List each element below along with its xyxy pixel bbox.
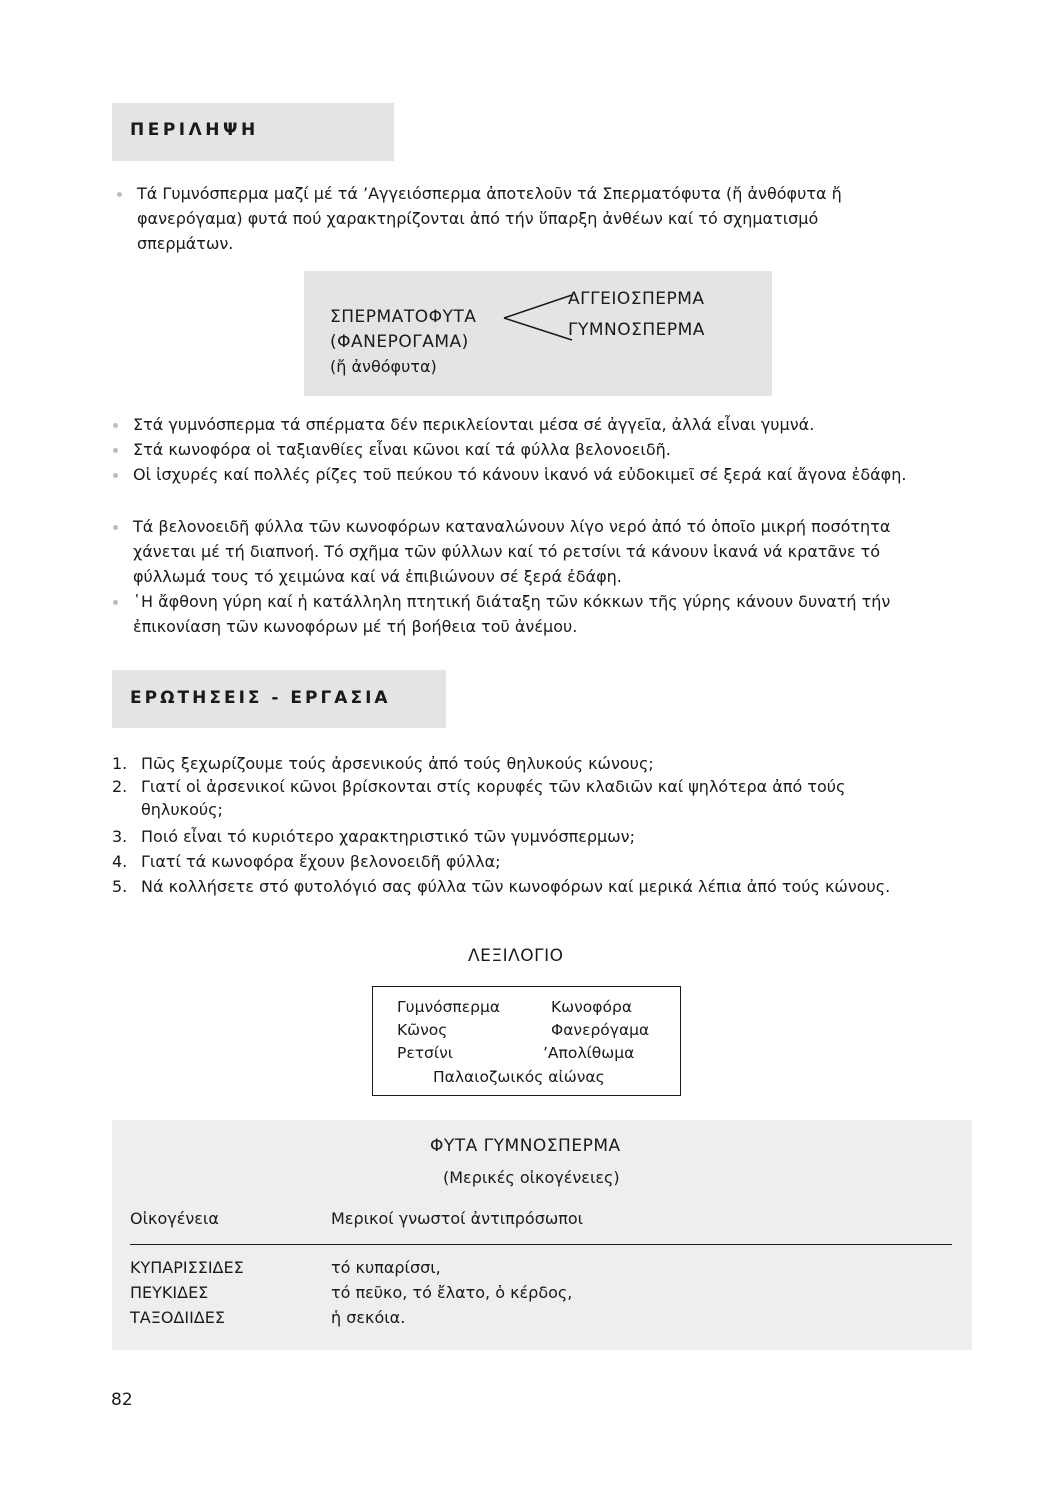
summary-bullet-text: ῾Η ἄφθονη γύρη καί ἡ κατάλληλη πτητική διάταξη τῶν κόκκων τῆς γύρης κάνουν δυνατή τήν ἐπικονίαση τῶν κωνοφόρων μέ τή βοήθεια τοῦ ἀνέμου. <box>133 592 891 636</box>
summary-bullet <box>133 462 913 487</box>
families-table-title: ΦΥΤΑ ΓΥΜΝΟΣΠΕΡΜΑ <box>430 1136 621 1156</box>
table-divider <box>130 1244 952 1245</box>
question-number: 2. <box>112 777 128 796</box>
question-text: Γιατί τά κωνοφόρα ἔχουν βελονοειδῆ φύλλα; <box>141 852 501 871</box>
question-number: 1. <box>112 754 128 773</box>
glossary-title: ΛΕΞΙΛΟΓΙΟ <box>468 946 564 966</box>
glossary-word: Κωνοφόρα <box>551 998 633 1016</box>
table-cell-representatives: τό κυπαρίσσι, <box>331 1258 441 1277</box>
diagram-root: ΣΠΕΡΜΑΤΟΦΥΤΑ <box>330 307 477 327</box>
table-cell-family: ΤΑΞΟΔΙΙΔΕΣ <box>130 1308 225 1327</box>
table-cell-representatives: τό πεῦκο, τό ἔλατο, ὁ κέρδος, <box>331 1283 573 1302</box>
column-header-representatives: Μερικοί γνωστοί ἀντιπρόσωποι <box>331 1209 584 1228</box>
summary-intro <box>137 181 907 256</box>
summary-intro-text: Τά Γυμνόσπερμα μαζί μέ τά ’Αγγειόσπερμα ἀποτελοῦν τά Σπερματόφυτα (ἤ ἀνθόφυτα ἤ φανερόγαμα) φυτά πού χαρακτηρίζονται ἀπό τήν ὕπαρξη ἀνθέων καί τό σχηματισμό σπερμάτων. <box>137 184 842 253</box>
summary-bullet-text: Τά βελονοειδῆ φύλλα τῶν κωνοφόρων καταναλώνουν λίγο νερό ἀπό τό ὁποῖο μικρή ποσότητα χάνεται μέ τή διαπνοή. Τό σχῆμα τῶν φύλλων καί τό ρετσίνι τά κάνουν ἱκανά νά κρατᾶνε τό φύλλωμά τους τό χειμώνα καί νά ἐπιβιώνουν σέ ξερά ἐδάφη. <box>133 517 891 586</box>
diagram-root-alt: (ΦΑΝΕΡΟΓΑΜΑ) <box>330 332 469 352</box>
diagram-branch-top: ΑΓΓΕΙΟΣΠΕΡΜΑ <box>568 289 705 309</box>
summary-bullet-text: Οἱ ἰσχυρές καί πολλές ρίζες τοῦ πεύκου τό κάνουν ἱκανό νά εὐδοκιμεῖ σέ ξερά καί ἄγονα ἐδάφη. <box>133 465 907 484</box>
question-text: Πῶς ξεχωρίζουμε τούς ἀρσενικούς ἀπό τούς θηλυκούς κώνους; <box>141 754 654 773</box>
column-header-family: Οἰκογένεια <box>130 1209 219 1228</box>
summary-bullet-text: Στά γυμνόσπερμα τά σπέρματα δέν περικλείονται μέσα σέ ἀγγεῖα, ἀλλά εἶναι γυμνά. <box>133 415 815 434</box>
bullet-dot-icon <box>113 423 118 428</box>
summary-bullet <box>133 514 913 589</box>
summary-bullet <box>133 589 913 639</box>
summary-bullet <box>133 412 913 437</box>
summary-bullet <box>133 437 913 462</box>
glossary-word: Φανερόγαμα <box>551 1021 650 1039</box>
families-table-subtitle: (Μερικές οἰκογένειες) <box>443 1168 620 1187</box>
question-number: 5. <box>112 877 128 896</box>
branch-line-top <box>504 295 572 318</box>
page-number: 82 <box>111 1390 133 1410</box>
bullet-dot-icon <box>113 525 118 530</box>
question-number: 4. <box>112 852 128 871</box>
question-text: Γιατί οἱ ἀρσενικοί κῶνοι βρίσκονται στίς κορυφές τῶν κλαδιῶν καί ψηλότερα ἀπό τούς θηλυκούς; <box>141 777 846 819</box>
diagram-root-alt2: (ἤ ἀνθόφυτα) <box>330 357 437 376</box>
glossary-word: Κῶνος <box>397 1021 448 1039</box>
question-text: Νά κολλήσετε στό φυτολόγιό σας φύλλα τῶν κωνοφόρων καί μερικά λέπια ἀπό τούς κώνους. <box>141 877 891 896</box>
table-cell-family: ΚΥΠΑΡΙΣΣΙΔΕΣ <box>130 1258 244 1277</box>
question-text: Ποιό εἶναι τό κυριότερο χαρακτηριστικό τῶν γυμνόσπερμων; <box>141 827 635 846</box>
diagram-branch-bottom: ΓΥΜΝΟΣΠΕΡΜΑ <box>568 320 705 340</box>
table-cell-family: ΠΕΥΚΙΔΕΣ <box>130 1283 209 1302</box>
summary-heading: ΠΕΡΙΛΗΨΗ <box>130 120 259 140</box>
bullet-dot-icon <box>117 192 122 197</box>
bullet-dot-icon <box>113 448 118 453</box>
branch-line-bottom <box>504 318 572 340</box>
glossary-word: Ρετσίνι <box>397 1044 454 1062</box>
glossary-word: ’Απολίθωμα <box>543 1044 635 1062</box>
summary-bullet-text: Στά κωνοφόρα οἱ ταξιανθίες εἶναι κῶνοι καί τά φύλλα βελονοειδῆ. <box>133 440 671 459</box>
questions-heading: ΕΡΩΤΗΣΕΙΣ - ΕΡΓΑΣΙΑ <box>130 688 391 708</box>
question-number: 3. <box>112 827 128 846</box>
bullet-dot-icon <box>113 600 118 605</box>
glossary-word: Παλαιοζωικός αἰώνας <box>433 1068 605 1086</box>
table-cell-representatives: ἡ σεκόια. <box>331 1308 406 1327</box>
glossary-word: Γυμνόσπερμα <box>397 998 501 1016</box>
bullet-dot-icon <box>113 473 118 478</box>
